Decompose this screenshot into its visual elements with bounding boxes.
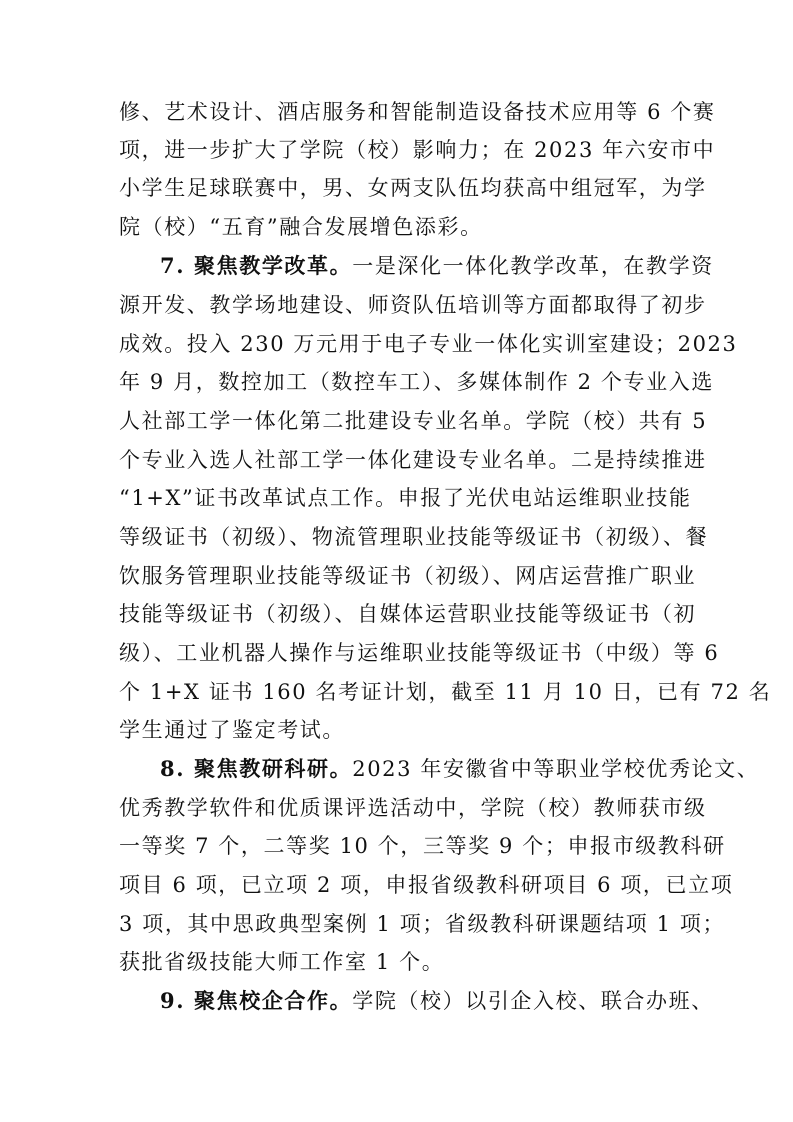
text-line: 人社部工学一体化第二批建设专业名单。学院（校）共有 5: [119, 409, 708, 433]
text-line: 3 项，其中思政典型案例 1 项；省级教科研课题结项 1 项；: [119, 912, 726, 936]
section-7-heading: 7. 聚焦教学改革。: [160, 253, 353, 278]
text-line: 获批省级技能大师工作室 1 个。: [119, 950, 445, 974]
text-line: 个专业入选人社部工学一体化建设专业名单。二是持续推进: [119, 448, 707, 472]
section-7-paragraph-start: [160, 252, 714, 280]
text-line: 修、艺术设计、酒店服务和智能制造设备技术应用等 6 个赛: [119, 100, 716, 124]
text-line: 学院（校）以引企入校、联合办班、: [352, 989, 714, 1013]
text-line: 2023 年安徽省中等职业学校优秀论文、: [352, 757, 760, 781]
text-line: 源开发、教学场地建设、师资队伍培训等方面都取得了初步: [119, 293, 707, 317]
section-9-heading: 9. 聚焦校企合作。: [160, 988, 353, 1013]
text-line: 年 9 月，数控加工（数控车工）、多媒体制作 2 个专业入选: [119, 370, 714, 394]
text-line: 饮服务管理职业技能等级证书（初级）、网店运营推广职业: [119, 564, 697, 588]
section-8-heading: 8. 聚焦教研科研。: [160, 756, 353, 781]
text-line: 个 1+X 证书 160 名考证计划，截至 11 月 10 日，已有 72 名: [119, 680, 772, 704]
text-line: 优秀教学软件和优质课评选活动中，学院（校）教师获市级: [119, 796, 707, 820]
text-line: 项目 6 项，已立项 2 项，申报省级教科研项目 6 项，已立项: [119, 873, 734, 897]
text-line: “1+X”证书改革试点工作。申报了光伏电站运维职业技能: [119, 486, 692, 510]
text-line: 级）、工业机器人操作与运维职业技能等级证书（中级）等 6: [119, 641, 720, 665]
text-line: 小学生足球联赛中，男、女两支队伍均获高中组冠军，为学: [119, 176, 707, 200]
text-line: 项，进一步扩大了学院（校）影响力；在 2023 年六安市中: [119, 138, 716, 162]
text-line: 技能等级证书（初级）、自媒体运营职业技能等级证书（初: [119, 602, 697, 626]
text-line: 一等奖 7 个，二等奖 10 个，三等奖 9 个；申报市级教科研: [119, 834, 726, 858]
text-line: 成效。投入 230 万元用于电子专业一体化实训室建设；2023: [119, 332, 738, 356]
text-line: 学生通过了鉴定考试。: [119, 718, 345, 742]
section-8-paragraph-start: [160, 755, 760, 783]
text-line: 一是深化一体化教学改革，在教学资: [352, 254, 714, 278]
text-line: 等级证书（初级）、物流管理职业技能等级证书（初级）、餐: [119, 525, 709, 549]
text-line: 院（校）“五育”融合发展增色添彩。: [119, 215, 483, 239]
section-9-paragraph-start: [160, 987, 714, 1015]
